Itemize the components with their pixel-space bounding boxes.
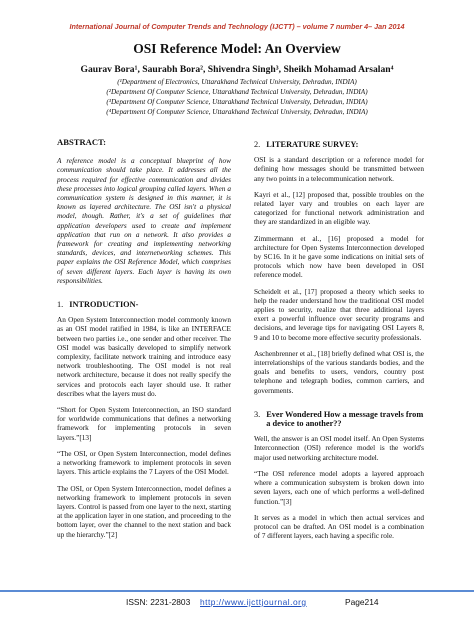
section-heading-introduction xyxy=(57,300,231,309)
left-column xyxy=(57,128,231,547)
page-number: Page214 xyxy=(345,597,379,607)
paper-title: OSI Reference Model: An Overview xyxy=(133,41,341,56)
survey-paragraph: Zimmermann et al., [16] proposed a model for architecture for Open Systems Interconnection developed by SC16. In it he gave some indications on initial sets of protocols which now have been developed in OSI reference model. xyxy=(254,234,424,280)
section-number: 3. xyxy=(254,409,261,419)
section-title: LITERATURE SURVEY: xyxy=(266,140,359,149)
section-number: 1. xyxy=(57,300,64,310)
survey-paragraph: Scheidelt et al., [17] proposed a theory which seeks to help the reader understand how the traditional OSI model applies to security, realize that three additional layers exert a powerful influence over security programs and decisions, and leverage tips for navigating OSI Layers 8, 9 and 10 to become more effective security professionals. xyxy=(254,287,424,342)
intro-paragraph: The OSI, or Open System Interconnection, model defines a networking framework to implement protocols in seven layers. Control is passed from one layer to the next, starting at the application layer in one station, and proceeding to the bottom layer, over the channel to the next station and back up the hierarchy.”[2] xyxy=(57,484,231,539)
issn-label: ISSN: 2231-2803 xyxy=(126,597,191,607)
survey-paragraph: Aschenbrenner et al., [18] briefly defined what OSI is, the interrelationships of the various standards bodies, and the goals and benefits to users, vendors, country post telephone and telegraph bodies, common carriers, and governments. xyxy=(254,349,424,395)
abstract-text: A reference model is a conceptual blueprint of how communication should take place. It addresses all the process required for effective communication and divides these processes into logical grouping called layers. When a communication system is designed in this manner, it is known as layered architecture. The OSI isn't a physical model, though. Rather, it's a set of guidelines that application developers used to create and implement application that run on a network. It also provides a framework for creating and implementing networking standards, devices, and internetworking schemes. This paper explains the OSI Reference Model, which comprises of seven different layers. Each layer is having its own responsibilities. xyxy=(57,157,231,285)
author-list: Gaurav Bora¹, Saurabh Bora², Shivendra Singh³, Sheikh Mohamad Arsalan⁴ xyxy=(80,64,394,75)
journal-url-link[interactable]: http://www.ijcttjournal.org xyxy=(200,597,307,607)
section-heading-message-travel xyxy=(254,410,424,428)
affiliation-2: (²Department Of Computer Science, Uttarakhand Technical University, Dehradun, INDIA) xyxy=(106,88,368,96)
section-title: Ever Wondered How a message travels from a device to another?? xyxy=(266,409,424,429)
abstract-heading: ABSTRACT: xyxy=(57,137,107,147)
message-paragraph: Well, the answer is an OSI model itself. An Open Systems Interconnection (OSI) reference model is the world's major used networking architecture model. xyxy=(254,435,424,462)
survey-paragraph: OSI is a standard description or a reference model for defining how messages should be transmitted between any two points in a telecommunication network. xyxy=(254,156,424,183)
message-quote: “The OSI reference model adopts a layered approach where a communication subsystem is broken down into seven layers, each one of which performs a well-defined function.”[3] xyxy=(254,469,424,506)
affiliation-1: (¹Department of Electronics, Uttarakhand Technical University, Dehradun, INDIA) xyxy=(117,78,357,86)
journal-header: International Journal of Computer Trends and Technology (IJCTT) – volume 7 number 4– Jan 2014 xyxy=(69,22,405,31)
affiliation-3: (³Department Of Computer Science, Uttarakhand Technical University, Dehradun, INDIA) xyxy=(106,98,368,106)
section-title: INTRODUCTION- xyxy=(69,300,139,310)
intro-paragraph: An Open System Interconnection model commonly known as an OSI model ratified in 1984, is like an INTERFACE between two parties i.e., one sender and other receiver. The OSI model was basically developed to simplify network complexity, facilitate network training and introduce easy network troubleshooting. The OSI model is not real network architecture, because it does not really specify the services and protocols each layer should use. It rather describes what the layers must do. xyxy=(57,316,231,398)
section-number: 2. xyxy=(254,140,261,149)
page-footer xyxy=(0,590,474,612)
right-column xyxy=(254,128,424,548)
abstract-section xyxy=(57,138,231,286)
affiliation-4: (⁴Department Of Computer Science, Uttarakhand Technical University, Dehradun, INDIA) xyxy=(106,108,368,116)
survey-paragraph: Kayri et al., [12] proposed that, possible troubles on the related layer vary and troubles on each layer are categorized for functional network administration and they are standardized in an eligible way. xyxy=(254,190,424,227)
intro-quote: “The OSI, or Open System Interconnection, model defines a networking framework to implement protocols in seven layers. This article explains the 7 Layers of the OSI Model. xyxy=(57,449,231,477)
message-paragraph: It serves as a model in which then actual services and protocol can be drafted. An OSI model is a combination of 7 different layers, each having a specific role. xyxy=(254,513,424,541)
intro-quote: “Short for Open System Interconnection, an ISO standard for worldwide communications that defines a networking framework for implementing protocols in seven layers.”[13] xyxy=(57,406,231,442)
section-heading-literature-survey xyxy=(254,140,424,149)
